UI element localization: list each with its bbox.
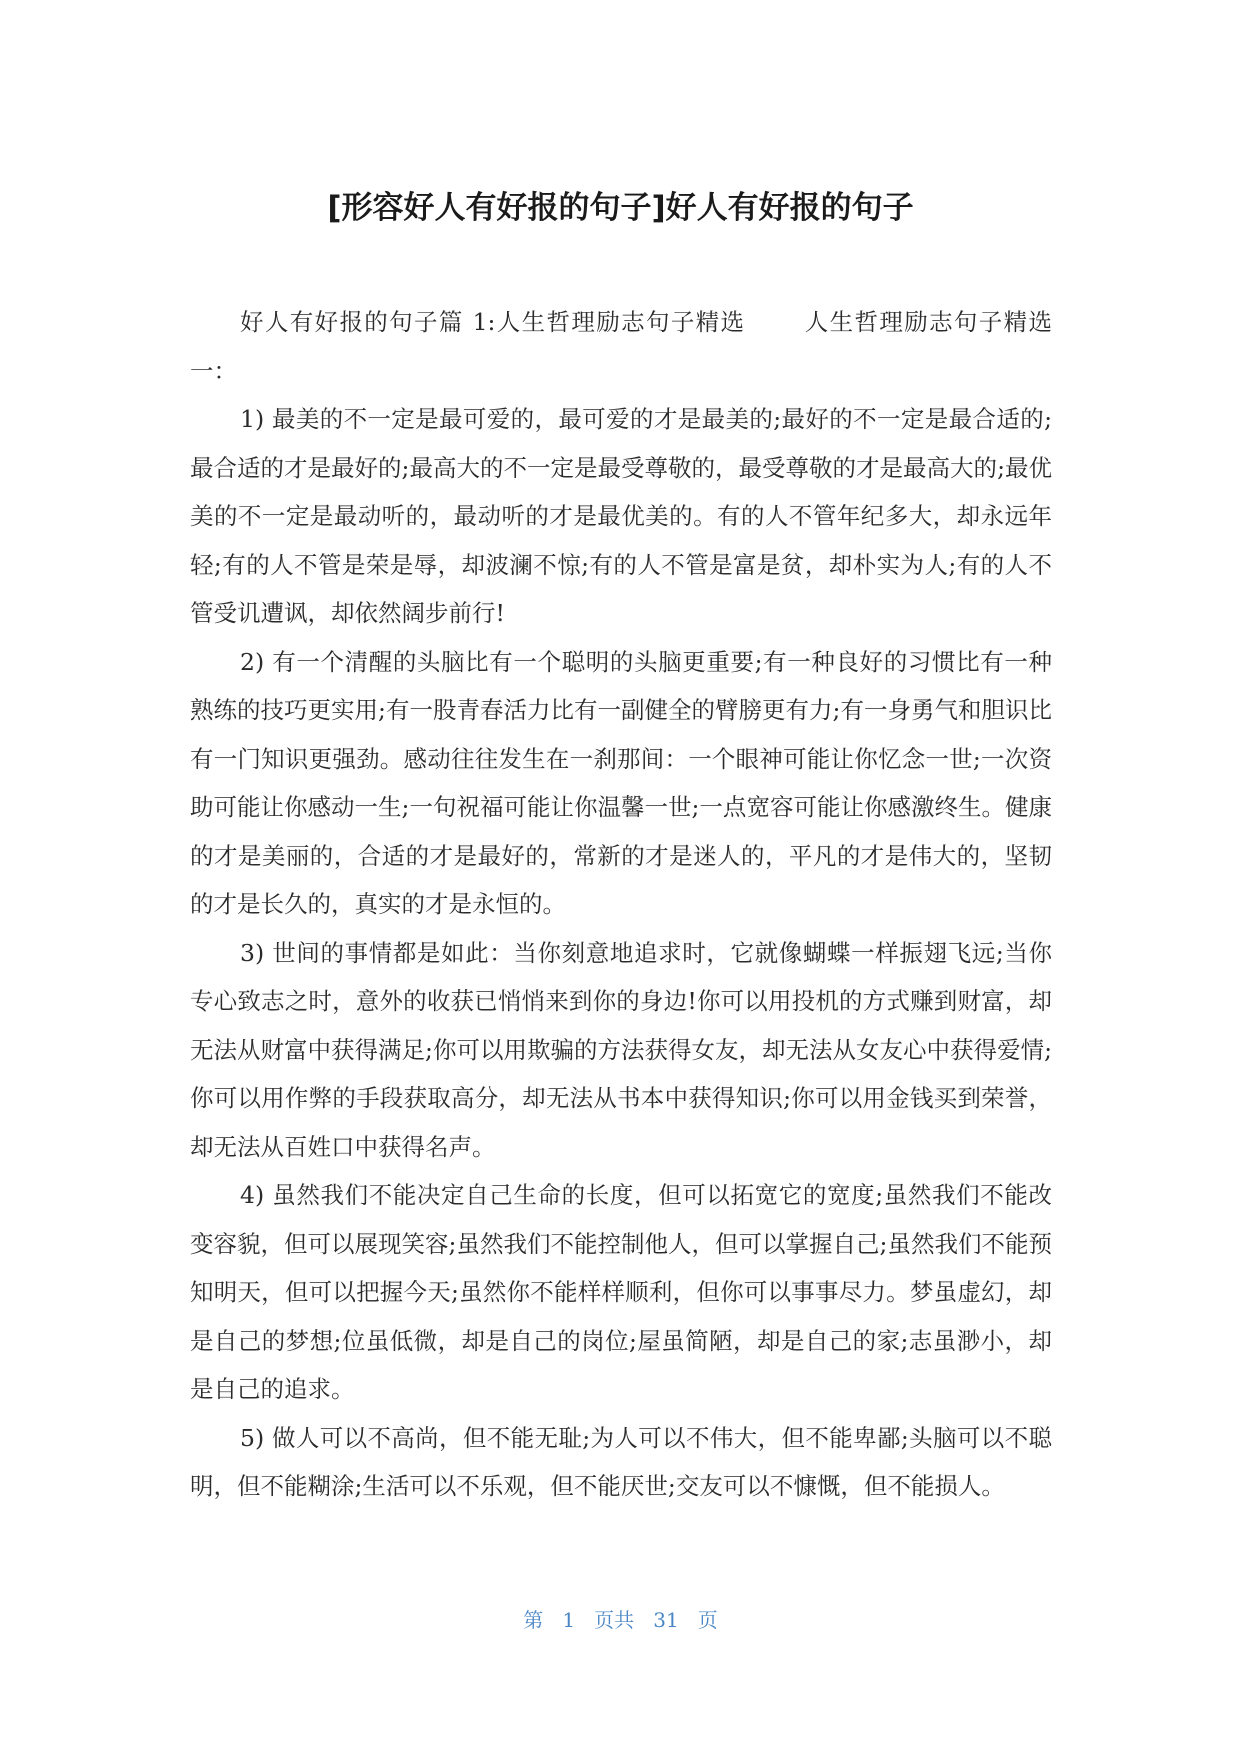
footer-total-pages: 31 — [653, 1608, 679, 1632]
intro-heading-right: 人生哲理励志句子精选一： — [190, 308, 1053, 385]
body-paragraph-1: 1) 最美的不一定是最可爱的，最可爱的才是最美的;最好的不一定是最合适的;最合适的才是最好的;最高大的不一定是最受尊敬的，最受尊敬的才是最高大的;最优美的不一定是最动听的，最动听的才是最优美的。有的人不管年纪多大，却永远年轻;有的人不管是荣是辱，却波澜不惊;有的人不管是富是贫，却朴实为人;有的人不管受讥遭讽，却依然阔步前行! — [190, 405, 1052, 627]
body-paragraph-2: 2) 有一个清醒的头脑比有一个聪明的头脑更重要;有一种良好的习惯比有一种熟练的技巧更实用;有一股青春活力比有一副健全的臂膀更有力;有一身勇气和胆识比有一门知识更强劲。感动往往发生在一刹那间：一个眼神可能让你忆念一世;一次资助可能让你感动一生;一句祝福可能让你温馨一世;一点宽容可能让你感激终生。健康的才是美丽的，合适的才是最好的，常新的才是迷人的，平凡的才是伟大的，坚韧的才是长久的，真实的才是永恒的。 — [190, 647, 1052, 918]
document-body — [190, 298, 1052, 1511]
intro-heading-left: 好人有好报的句子篇 1:人生哲理励志句子精选 — [240, 308, 746, 336]
footer-suffix: 页 — [697, 1608, 718, 1632]
footer-current-page: 1 — [562, 1608, 576, 1632]
footer-middle: 页共 — [594, 1608, 635, 1632]
document-title: [形容好人有好报的句子]好人有好报的句子 — [327, 190, 914, 226]
footer-prefix: 第 — [523, 1608, 544, 1632]
body-paragraph-3: 3) 世间的事情都是如此：当你刻意地追求时，它就像蝴蝶一样振翅飞远;当你专心致志之时，意外的收获已悄悄来到你的身边!你可以用投机的方式赚到财富，却无法从财富中获得满足;你可以用欺骗的方法获得女友，却无法从女友心中获得爱情;你可以用作弊的手段获取高分，却无法从书本中获得知识;你可以用金钱买到荣誉，却无法从百姓口中获得名声。 — [190, 938, 1052, 1161]
intro-paragraph — [190, 298, 1052, 395]
page-footer — [0, 1604, 1241, 1633]
body-paragraph-4: 4) 虽然我们不能决定自己生命的长度，但可以拓宽它的宽度;虽然我们不能改变容貌，但可以展现笑容;虽然我们不能控制他人，但可以掌握自己;虽然我们不能预知明天，但可以把握今天;虽然你不能样样顺利，但你可以事事尽力。梦虽虚幻，却是自己的梦想;位虽低微，却是自己的岗位;屋虽简陋，却是自己的家;志虽渺小，却是自己的追求。 — [190, 1181, 1052, 1403]
body-paragraph-5: 5) 做人可以不高尚，但不能无耻;为人可以不伟大，但不能卑鄙;头脑可以不聪明，但不能糊涂;生活可以不乐观，但不能厌世;交友可以不慷慨，但不能损人。 — [190, 1423, 1052, 1500]
